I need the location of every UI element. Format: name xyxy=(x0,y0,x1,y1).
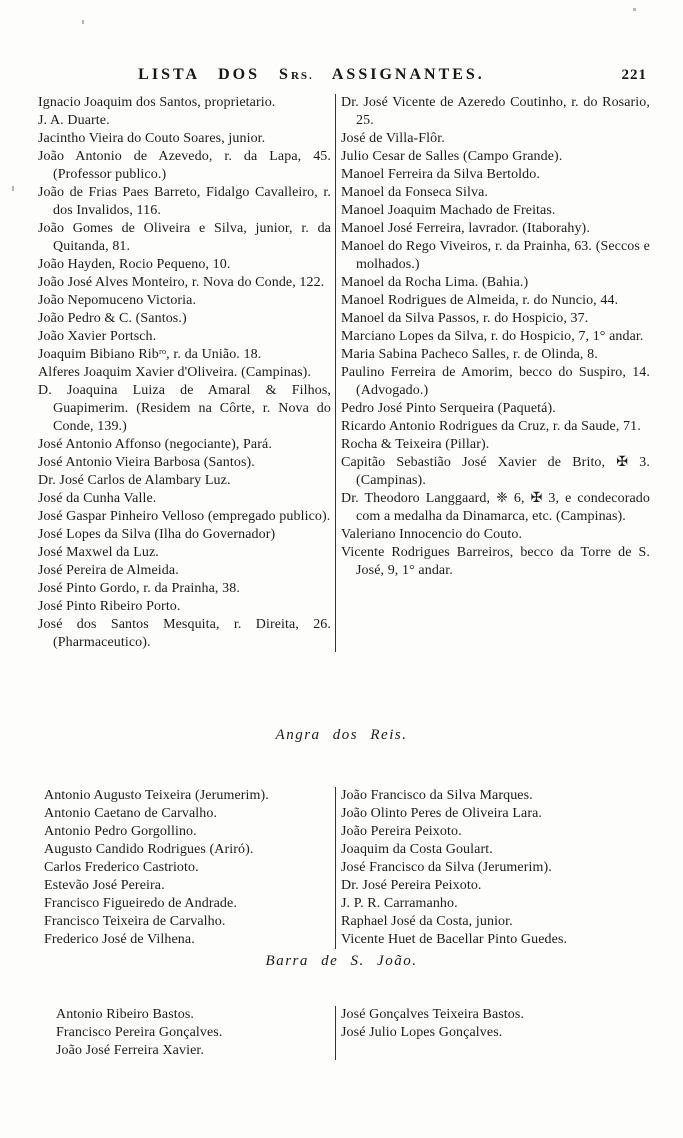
subscriber-entry: Frederico José de Vilhena. xyxy=(44,932,195,947)
subscriber-entry: José Antonio Affonso (negociante), Pará. xyxy=(38,437,272,452)
subscriber-entry: Jacintho Vieira do Couto Soares, junior. xyxy=(38,131,266,146)
subscriber-entry: Valeriano Innocencio do Couto. xyxy=(341,527,523,542)
subscriber-entry: José Antonio Vieira Barbosa (Santos). xyxy=(38,455,255,470)
angra-dos-reis-list xyxy=(44,787,650,949)
subscriber-entry: Dr. José Pereira Peixoto. xyxy=(341,878,482,893)
subscriber-entry: Capitão Sebastião José Xavier de Brito, ✠ 3. (Campinas). xyxy=(341,455,650,488)
subscriber-entry: Antonio Ribeiro Bastos. xyxy=(56,1007,195,1022)
subscriber-entry: José Pinto Gordo, r. da Prainha, 38. xyxy=(38,581,240,596)
main-list-right-column xyxy=(336,94,650,652)
subscriber-entry: José da Cunha Valle. xyxy=(38,491,157,506)
subscriber-entry: Pedro José Pinto Serqueira (Paquetá). xyxy=(341,401,556,416)
angra-right-column xyxy=(336,787,650,949)
main-list-left-column xyxy=(38,94,335,652)
subscriber-entry: José Maxwel da Luz. xyxy=(38,545,159,560)
subscriber-entry: Francisco Teixeira de Carvalho. xyxy=(44,914,226,929)
title-part2: ASSIGNANTES. xyxy=(331,66,485,83)
subscriber-entry: Marciano Lopes da Silva, r. do Hospicio, 7, 1° andar. xyxy=(341,329,644,344)
subscriber-entry: Manoel da Rocha Lima. (Bahia.) xyxy=(341,275,529,290)
subscriber-entry: Francisco Pereira Gonçalves. xyxy=(56,1025,223,1040)
subscriber-entry: Antonio Pedro Gorgollino. xyxy=(44,824,197,839)
page-title xyxy=(0,66,623,84)
barra-right-column xyxy=(336,1006,650,1060)
scan-speck xyxy=(633,8,636,11)
subscriber-entry: João Pedro & C. (Santos.) xyxy=(38,311,187,326)
subscriber-entry: D. Joaquina Luiza de Amaral & Filhos, Guapimerim. (Residem na Côrte, r. Nova do Conde, 139.) xyxy=(38,383,331,434)
subscriber-entry: Manoel Rodrigues de Almeida, r. do Nuncio, 44. xyxy=(341,293,619,308)
subscriber-entry: João Olinto Peres de Oliveira Lara. xyxy=(341,806,542,821)
barra-left-column xyxy=(44,1006,335,1060)
subscriber-entry: Dr. José Carlos de Alambary Luz. xyxy=(38,473,231,488)
subscriber-entry: Ignacio Joaquim dos Santos, proprietario. xyxy=(38,95,276,110)
page-number: 221 xyxy=(621,67,647,83)
subscriber-entry: João Nepomuceno Victoria. xyxy=(38,293,197,308)
subscriber-entry: José dos Santos Mesquita, r. Direita, 26. (Pharmaceutico). xyxy=(38,617,331,650)
subscriber-entry: João José Alves Monteiro, r. Nova do Conde, 122. xyxy=(38,275,325,290)
subscriber-entry: Dr. José Vicente de Azeredo Coutinho, r. do Rosario, 25. xyxy=(341,95,650,128)
title-abbreviation: SRS. xyxy=(279,66,314,83)
barra-de-s-joao-list xyxy=(44,1006,650,1060)
subscriber-entry: Antonio Caetano de Carvalho. xyxy=(44,806,218,821)
angra-left-column xyxy=(44,787,335,949)
subscriber-entry: João Hayden, Rocio Pequeno, 10. xyxy=(38,257,231,272)
subscriber-entry: José Lopes da Silva (Ilha do Governador) xyxy=(38,527,276,542)
subscriber-entry: Francisco Figueiredo de Andrade. xyxy=(44,896,237,911)
subscriber-entry: Manoel do Rego Viveiros, r. da Prainha, 63. (Seccos e molhados.) xyxy=(341,239,650,272)
subscriber-entry: Carlos Frederico Castrioto. xyxy=(44,860,199,875)
subscriber-entry: Ricardo Antonio Rodrigues da Cruz, r. da Saude, 71. xyxy=(341,419,641,434)
subscriber-entry: José Gonçalves Teixeira Bastos. xyxy=(341,1007,525,1022)
section-heading-angra-dos-reis: Angra dos Reis. xyxy=(275,727,408,743)
subscriber-entry: Alferes Joaquim Xavier d'Oliveira. (Campinas). xyxy=(38,365,312,380)
subscriber-entry: Estevão José Pereira. xyxy=(44,878,165,893)
subscriber-entry: José de Villa-Flôr. xyxy=(341,131,445,146)
subscriber-entry: Manoel da Silva Passos, r. do Hospicio, 37. xyxy=(341,311,589,326)
subscriber-entry: J. P. R. Carramanho. xyxy=(341,896,458,911)
main-subscriber-list xyxy=(38,94,650,652)
subscriber-entry: Manoel Joaquim Machado de Freitas. xyxy=(341,203,556,218)
subscriber-entry: Augusto Candido Rodrigues (Ariró). xyxy=(44,842,254,857)
subscriber-entry: Rocha & Teixeira (Pillar). xyxy=(341,437,490,452)
subscriber-entry: José Pereira de Almeida. xyxy=(38,563,179,578)
subscriber-entry: José Julio Lopes Gonçalves. xyxy=(341,1025,503,1040)
subscriber-entry: João Antonio de Azevedo, r. da Lapa, 45. (Professor publico.) xyxy=(38,149,331,182)
subscriber-entry: João de Frias Paes Barreto, Fidalgo Cavalleiro, r. dos Invalidos, 116. xyxy=(38,185,331,218)
scan-speck xyxy=(82,20,84,24)
subscriber-entry: Julio Cesar de Salles (Campo Grande). xyxy=(341,149,563,164)
scan-speck xyxy=(12,186,14,191)
subscriber-entry: Maria Sabina Pacheco Salles, r. de Olinda, 8. xyxy=(341,347,598,362)
subscriber-entry: Vicente Huet de Bacellar Pinto Guedes. xyxy=(341,932,568,947)
subscriber-entry: João Gomes de Oliveira e Silva, junior, r. da Quitanda, 81. xyxy=(38,221,331,254)
subscriber-entry: João José Ferreira Xavier. xyxy=(56,1043,204,1058)
title-part1: LISTA DOS xyxy=(138,66,261,83)
subscriber-entry: Manoel José Ferreira, lavrador. (Itaborahy). xyxy=(341,221,590,236)
page-header xyxy=(0,66,683,90)
subscriber-entry: João Francisco da Silva Marques. xyxy=(341,788,533,803)
subscriber-entry: João Xavier Portsch. xyxy=(38,329,157,344)
subscriber-entry: J. A. Duarte. xyxy=(38,113,110,128)
subscriber-entry: Antonio Augusto Teixeira (Jerumerim). xyxy=(44,788,269,803)
subscriber-entry: José Gaspar Pinheiro Velloso (empregado publico). xyxy=(38,509,331,524)
subscriber-entry: Vicente Rodrigues Barreiros, becco da Torre de S. José, 9, 1° andar. xyxy=(341,545,650,578)
subscriber-entry: Paulino Ferreira de Amorim, becco do Suspiro, 14. (Advogado.) xyxy=(341,365,650,398)
subscriber-entry: José Pinto Ribeiro Porto. xyxy=(38,599,181,614)
section-heading-barra-de-s-joao: Barra de S. João. xyxy=(265,953,418,969)
subscriber-entry: Joaquim da Costa Goulart. xyxy=(341,842,493,857)
subscriber-entry: Manoel da Fonseca Silva. xyxy=(341,185,489,200)
subscriber-entry: José Francisco da Silva (Jerumerim). xyxy=(341,860,552,875)
subscriber-entry: Joaquim Bibiano Ribʳᵒ, r. da União. 18. xyxy=(38,347,262,362)
subscriber-entry: Raphael José da Costa, junior. xyxy=(341,914,513,929)
subscriber-entry: João Pereira Peixoto. xyxy=(341,824,462,839)
subscriber-entry: Manoel Ferreira da Silva Bertoldo. xyxy=(341,167,540,182)
subscriber-entry: Dr. Theodoro Langgaard, ❈ 6, ✠ 3, e condecorado com a medalha da Dinamarca, etc. (Campinas). xyxy=(341,491,650,524)
